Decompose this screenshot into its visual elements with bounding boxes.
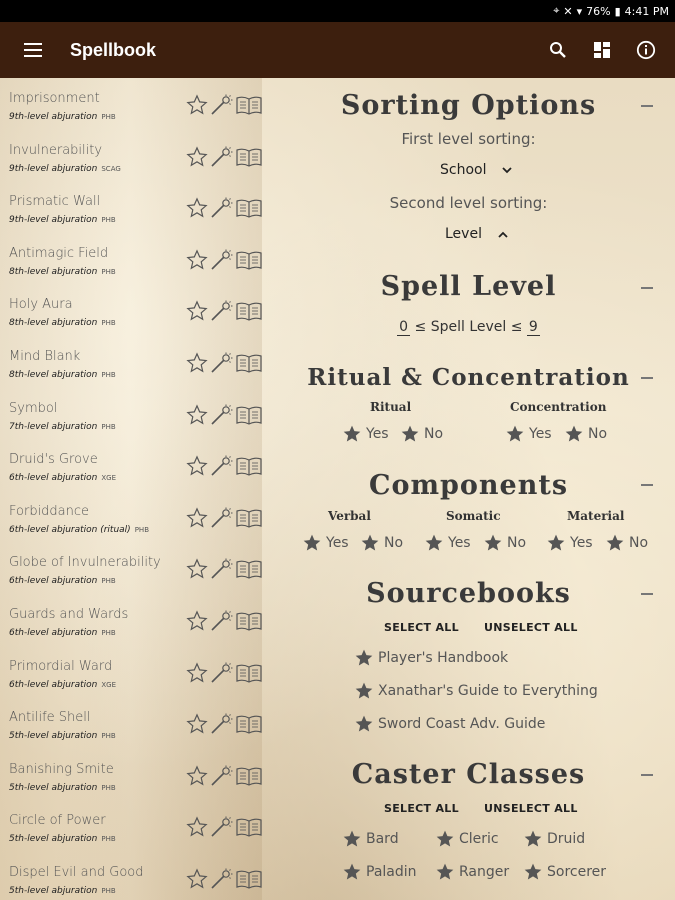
class-label: Ranger	[459, 864, 510, 880]
spell-source: PHB	[101, 629, 116, 637]
material-no-toggle[interactable]	[605, 533, 648, 553]
prepared-wand-icon[interactable]	[210, 713, 234, 735]
prepared-wand-icon[interactable]	[210, 455, 234, 477]
favorite-star-icon[interactable]	[186, 610, 208, 632]
spell-row[interactable]	[0, 753, 262, 805]
spell-row[interactable]	[0, 856, 262, 900]
star-filled-icon	[483, 533, 503, 553]
class-label: Bard	[366, 831, 399, 847]
spell-row[interactable]	[0, 598, 262, 650]
menu-icon[interactable]	[22, 39, 44, 61]
option-label: Yes	[529, 426, 552, 442]
option-label: No	[507, 535, 527, 551]
spell-level-text: 6th-level abjuration	[9, 628, 98, 638]
verbal-yes-toggle[interactable]	[302, 533, 349, 553]
favorite-star-icon[interactable]	[186, 868, 208, 890]
clock: 4:41 PM	[624, 4, 669, 18]
status-bar	[0, 0, 675, 22]
spell-name: Guards and Wards	[9, 607, 129, 622]
spell-level-school	[9, 164, 121, 174]
spell-level-text: ≤ Spell Level ≤	[414, 319, 523, 335]
spell-name: Antilife Shell	[9, 710, 91, 726]
spell-source: PHB	[101, 732, 116, 741]
spell-name: Forbiddance	[9, 503, 90, 519]
spell-source: SCAG	[101, 164, 121, 173]
collapse-ritual-icon[interactable]	[641, 377, 653, 379]
verbal-label: Verbal	[328, 509, 371, 523]
chevron-up-icon	[498, 231, 508, 238]
spell-source: PHB	[101, 267, 116, 276]
prepared-wand-icon[interactable]	[210, 610, 234, 632]
known-book-icon[interactable]	[236, 766, 262, 786]
caster-classes-title: Caster Classes	[351, 759, 586, 790]
known-book-icon[interactable]	[236, 817, 262, 837]
class-druid-toggle[interactable]	[523, 829, 585, 849]
favorite-star-icon[interactable]	[186, 300, 208, 322]
wifi-icon: ▾	[576, 4, 583, 18]
spell-level-school	[9, 834, 116, 844]
spell-name: Invulnerability	[9, 142, 103, 158]
prepared-wand-icon[interactable]	[210, 404, 234, 426]
option-label: Yes	[326, 535, 349, 551]
star-filled-icon	[505, 424, 525, 444]
star-filled-icon	[354, 714, 374, 734]
option-label: No	[588, 426, 608, 442]
spell-row[interactable]	[0, 701, 262, 753]
app-bar	[0, 22, 675, 78]
collapse-sorting-icon[interactable]	[641, 105, 653, 107]
sourcebook-phb-toggle[interactable]	[354, 648, 508, 668]
spell-level-text: 8th-level abjuration	[9, 266, 98, 277]
option-label: Yes	[570, 535, 593, 551]
spell-list[interactable]	[0, 78, 262, 900]
spell-level-text: 9th-level abjuration	[9, 215, 98, 226]
known-book-icon[interactable]	[236, 869, 262, 889]
spell-source: PHB	[101, 577, 116, 586]
spell-row[interactable]	[0, 82, 262, 134]
spell-row[interactable]	[0, 495, 262, 547]
known-book-icon[interactable]	[236, 198, 262, 218]
known-book-icon[interactable]	[236, 611, 262, 631]
spell-name: Imprisonment	[9, 91, 100, 106]
known-book-icon[interactable]	[236, 663, 262, 683]
second-sort-dropdown[interactable]	[445, 226, 508, 242]
favorite-star-icon[interactable]	[186, 197, 208, 219]
concentration-no-toggle[interactable]	[564, 424, 607, 444]
spell-row[interactable]	[0, 443, 262, 495]
known-book-icon[interactable]	[236, 714, 262, 734]
star-filled-icon	[342, 829, 362, 849]
spell-source: XGE	[101, 680, 117, 689]
spell-level-school	[9, 215, 116, 225]
collapse-components-icon[interactable]	[641, 484, 653, 486]
class-sorcerer-toggle[interactable]	[523, 862, 606, 882]
spell-level-school	[9, 318, 116, 328]
spell-name: Circle of Power	[9, 813, 106, 829]
spell-level-school	[9, 525, 149, 535]
spell-level-school	[9, 576, 116, 586]
spell-source: PHB	[101, 371, 116, 379]
star-filled-icon	[435, 829, 455, 849]
verbal-no-toggle[interactable]	[360, 533, 403, 553]
spell-level-school	[9, 783, 116, 793]
spell-level-text: 5th-level abjuration	[9, 782, 98, 793]
collapse-caster-classes-icon[interactable]	[641, 774, 653, 776]
sourcebooks-unselect-all-button[interactable]: UNSELECT ALL	[484, 621, 578, 634]
favorite-star-icon[interactable]	[186, 455, 208, 477]
star-filled-icon	[302, 533, 322, 553]
spell-level-school	[9, 267, 116, 277]
spell-level-school	[9, 886, 116, 896]
favorite-star-icon[interactable]	[186, 558, 208, 580]
class-label: Sorcerer	[547, 864, 607, 880]
spell-source: PHB	[101, 216, 116, 225]
spell-source: PHB	[101, 887, 116, 895]
star-filled-icon	[424, 533, 444, 553]
star-filled-icon	[435, 862, 455, 882]
favorite-star-icon[interactable]	[186, 352, 208, 374]
prepared-wand-icon[interactable]	[210, 94, 234, 116]
spell-source: XGE	[101, 474, 117, 483]
somatic-label: Somatic	[446, 509, 501, 523]
star-filled-icon	[360, 533, 380, 553]
app-title: Spellbook	[70, 39, 157, 60]
known-book-icon[interactable]	[236, 353, 262, 373]
spell-source: PHB	[101, 835, 116, 844]
favorite-star-icon[interactable]	[186, 146, 208, 168]
known-book-icon[interactable]	[236, 95, 262, 115]
spell-name: Globe of Invulnerability	[9, 555, 161, 571]
favorite-star-icon[interactable]	[186, 662, 208, 684]
sourcebook-xge-toggle[interactable]	[354, 681, 598, 701]
known-book-icon[interactable]	[236, 405, 262, 425]
known-book-icon[interactable]	[236, 301, 262, 321]
spell-name: Druid's Grove	[9, 452, 98, 468]
first-sort-dropdown[interactable]	[440, 162, 512, 178]
star-filled-icon	[523, 862, 543, 882]
option-label: No	[629, 535, 649, 551]
spell-level-text: 5th-level abjuration	[9, 731, 98, 742]
first-sort-label: First level sorting:	[401, 130, 536, 148]
spell-level-text: 5th-level abjuration	[9, 834, 98, 845]
sourcebook-scag-toggle[interactable]	[354, 714, 545, 734]
spell-level-text: 6th-level abjuration	[9, 679, 98, 690]
sourcebook-label: Xanathar's Guide to Everything	[378, 683, 598, 699]
spell-source: PHB	[134, 525, 149, 534]
spell-level-text: 7th-level abjuration	[9, 421, 98, 432]
location-icon: ⌖	[553, 4, 560, 17]
classes-unselect-all-button[interactable]: UNSELECT ALL	[484, 802, 578, 815]
prepared-wand-icon[interactable]	[210, 249, 234, 271]
info-icon[interactable]	[633, 37, 659, 63]
favorite-star-icon[interactable]	[186, 816, 208, 838]
prepared-wand-icon[interactable]	[210, 146, 234, 168]
prepared-wand-icon[interactable]	[210, 300, 234, 322]
option-label: Yes	[448, 535, 471, 551]
spell-row[interactable]	[0, 340, 262, 392]
spell-level-school	[9, 680, 116, 690]
spell-level-school	[9, 473, 116, 483]
spell-level-school	[9, 628, 116, 638]
spell-level-text: 9th-level abjuration	[9, 112, 98, 122]
class-label: Paladin	[366, 864, 417, 880]
spell-level-text: 6th-level abjuration (ritual)	[9, 524, 131, 535]
spell-name: Primordial Ward	[9, 658, 113, 674]
option-label: No	[384, 535, 404, 551]
option-label: Yes	[366, 426, 389, 442]
second-sort-value: Level	[445, 226, 482, 242]
concentration-label: Concentration	[510, 400, 607, 414]
star-filled-icon	[523, 829, 543, 849]
spell-name: Mind Blank	[9, 349, 81, 364]
content-area	[0, 78, 675, 900]
favorite-star-icon[interactable]	[186, 94, 208, 116]
class-cleric-toggle[interactable]	[435, 829, 499, 849]
spell-level-school	[9, 370, 116, 380]
sort-filter-panel	[262, 78, 675, 900]
known-book-icon[interactable]	[236, 508, 262, 528]
dashboard-icon[interactable]	[589, 37, 615, 63]
option-label: No	[424, 426, 444, 442]
prepared-wand-icon[interactable]	[210, 352, 234, 374]
spell-level-range	[262, 319, 675, 336]
favorite-star-icon[interactable]	[186, 713, 208, 735]
star-filled-icon	[400, 424, 420, 444]
prepared-wand-icon[interactable]	[210, 558, 234, 580]
sourcebook-label: Player's Handbook	[378, 650, 509, 666]
sourcebooks-select-all-button[interactable]: SELECT ALL	[384, 621, 459, 634]
search-icon[interactable]	[545, 37, 571, 63]
spell-row[interactable]	[0, 392, 262, 444]
spell-row[interactable]	[0, 804, 262, 856]
material-yes-toggle[interactable]	[546, 533, 593, 553]
star-filled-icon	[564, 424, 584, 444]
spell-row[interactable]	[0, 288, 262, 340]
class-bard-toggle[interactable]	[342, 829, 399, 849]
spell-row[interactable]	[0, 650, 262, 702]
chevron-down-icon	[502, 167, 512, 174]
spell-level-school	[9, 731, 116, 741]
prepared-wand-icon[interactable]	[210, 507, 234, 529]
class-label: Cleric	[459, 831, 499, 847]
spell-source: PHB	[101, 113, 116, 121]
spell-level-title: Spell Level	[380, 271, 557, 302]
material-label: Material	[567, 509, 625, 523]
spell-row[interactable]	[0, 134, 262, 186]
sourcebook-label: Sword Coast Adv. Guide	[378, 716, 546, 732]
spell-row[interactable]	[0, 185, 262, 237]
spell-level-text: 5th-level abjuration	[9, 886, 98, 896]
class-label: Druid	[547, 831, 586, 847]
star-filled-icon	[546, 533, 566, 553]
spell-row[interactable]	[0, 546, 262, 598]
spell-source: PHB	[101, 422, 116, 431]
ritual-no-toggle[interactable]	[400, 424, 443, 444]
collapse-spell-level-icon[interactable]	[641, 287, 653, 289]
spell-row[interactable]	[0, 237, 262, 289]
known-book-icon[interactable]	[236, 456, 262, 476]
prepared-wand-icon[interactable]	[210, 868, 234, 890]
spell-source: PHB	[101, 319, 116, 328]
spell-level-school	[9, 422, 116, 432]
favorite-star-icon[interactable]	[186, 765, 208, 787]
spell-source: PHB	[101, 783, 116, 792]
collapse-sourcebooks-icon[interactable]	[641, 593, 653, 595]
star-filled-icon	[342, 424, 362, 444]
spell-level-text: 6th-level abjuration	[9, 576, 98, 587]
spell-name: Holy Aura	[9, 297, 73, 313]
second-sort-label: Second level sorting:	[389, 194, 548, 212]
spell-level-text: 6th-level abjuration	[9, 473, 98, 484]
sourcebooks-title: Sourcebooks	[366, 578, 571, 609]
spell-level-text: 8th-level abjuration	[9, 318, 98, 329]
star-filled-icon	[342, 862, 362, 882]
favorite-star-icon[interactable]	[186, 404, 208, 426]
max-level-input[interactable]: 9	[528, 319, 538, 335]
battery-level: 76%	[586, 4, 611, 18]
spell-name: Prismatic Wall	[9, 194, 101, 210]
spell-name: Antimagic Field	[9, 245, 109, 261]
classes-select-all-button[interactable]: SELECT ALL	[384, 802, 459, 815]
ritual-label: Ritual	[370, 400, 412, 414]
concentration-yes-toggle[interactable]	[505, 424, 552, 444]
class-paladin-toggle[interactable]	[342, 862, 417, 882]
spell-level-school	[9, 112, 116, 122]
sorting-title: Sorting Options	[340, 90, 597, 121]
mute-icon: ✕	[563, 4, 573, 18]
spell-name: Symbol	[9, 400, 58, 416]
somatic-no-toggle[interactable]	[483, 533, 526, 553]
favorite-star-icon[interactable]	[186, 507, 208, 529]
known-book-icon[interactable]	[236, 147, 262, 167]
known-book-icon[interactable]	[236, 559, 262, 579]
spell-level-text: 8th-level abjuration	[9, 370, 98, 380]
prepared-wand-icon[interactable]	[210, 662, 234, 684]
prepared-wand-icon[interactable]	[210, 197, 234, 219]
star-filled-icon	[605, 533, 625, 553]
prepared-wand-icon[interactable]	[210, 765, 234, 787]
ritual-concentration-title: Ritual & Concentration	[307, 364, 630, 391]
ritual-yes-toggle[interactable]	[342, 424, 389, 444]
star-filled-icon	[354, 681, 374, 701]
known-book-icon[interactable]	[236, 250, 262, 270]
star-filled-icon	[354, 648, 374, 668]
somatic-yes-toggle[interactable]	[424, 533, 471, 553]
first-sort-value: School	[440, 162, 487, 178]
spell-level-text: 9th-level abjuration	[9, 163, 98, 174]
class-ranger-toggle[interactable]	[435, 862, 509, 882]
favorite-star-icon[interactable]	[186, 249, 208, 271]
spell-name: Banishing Smite	[9, 761, 114, 777]
battery-icon: ▮	[614, 4, 621, 18]
spell-name: Dispel Evil and Good	[9, 865, 144, 880]
min-level-input[interactable]: 0	[399, 319, 409, 335]
components-title: Components	[368, 470, 569, 501]
prepared-wand-icon[interactable]	[210, 816, 234, 838]
